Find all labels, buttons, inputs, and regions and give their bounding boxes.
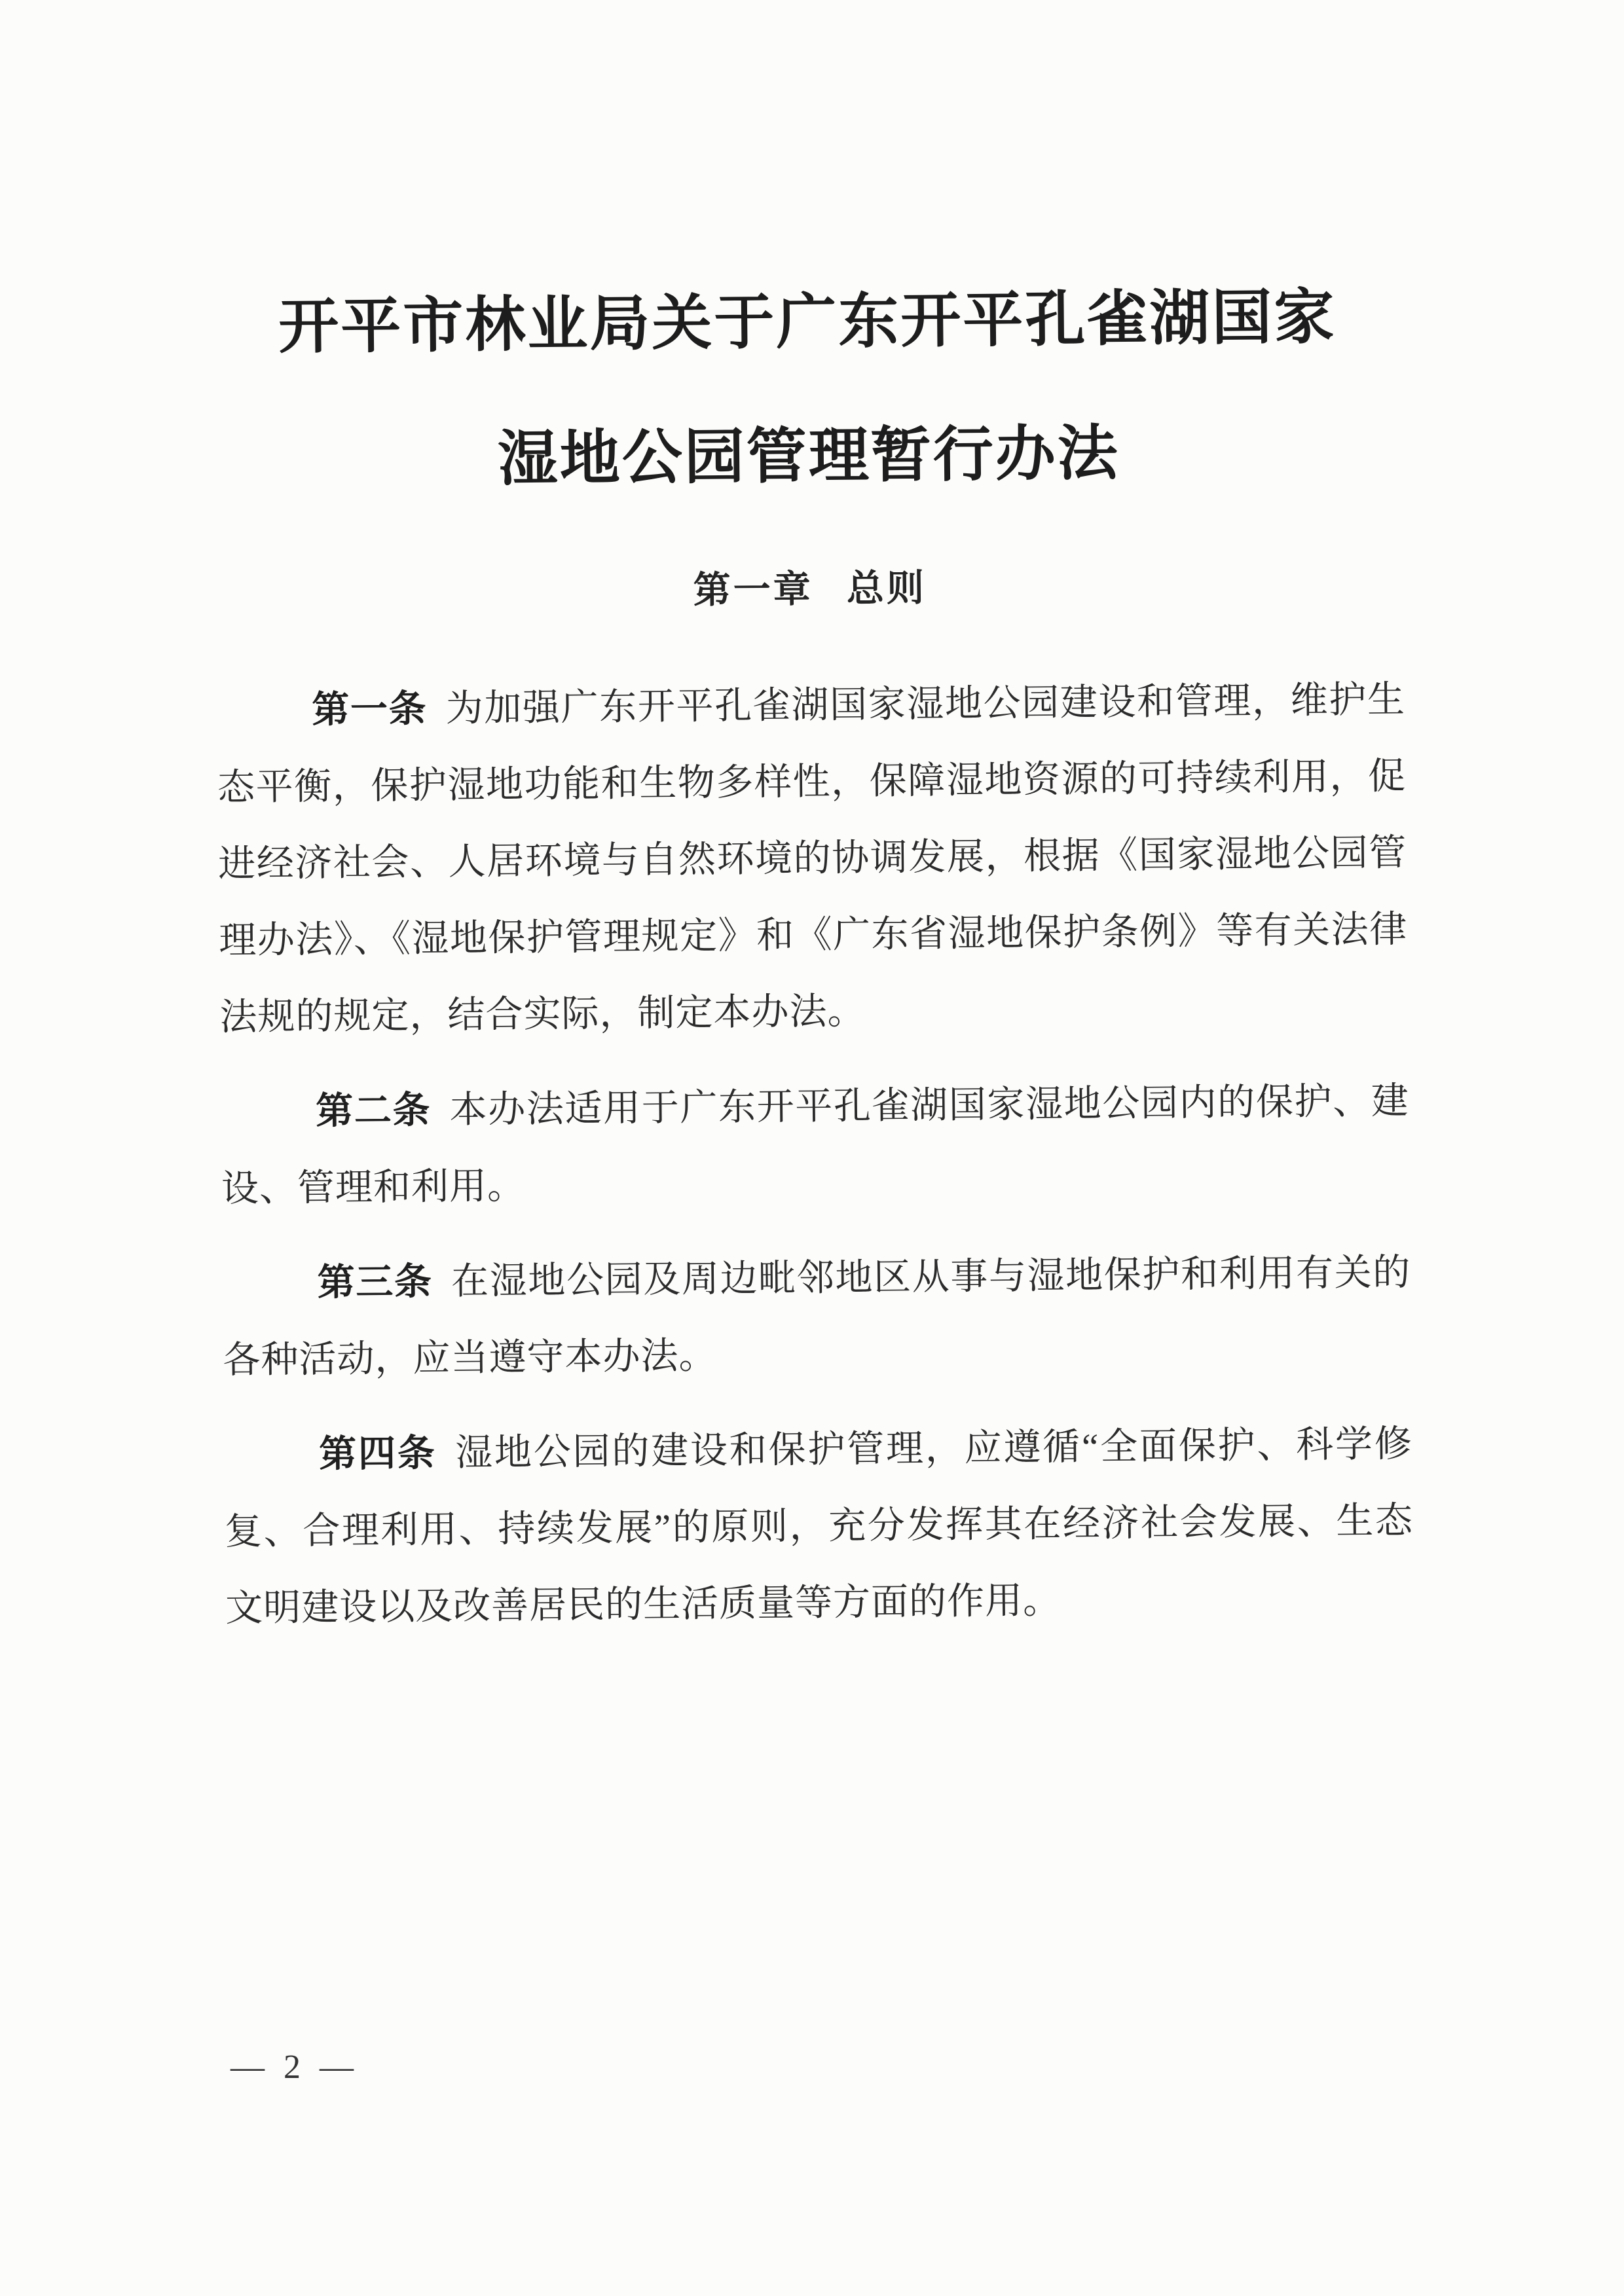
article-4-label: 第四条 — [318, 1432, 437, 1476]
article-3-text: 在湿地公园及周边毗邻地区从事与湿地保护和利用有关的各种活动，应当遵守本办法。 — [223, 1252, 1411, 1381]
article-1-text: 为加强广东开平孔雀湖国家湿地公园建设和管理，维护生态平衡，保护湿地功能和生物多样性，保障湿地资源的可持续利用，促进经济社会、人居环境与自然环境的协调发展，根据《国家湿地公园管理办法》、《湿地保护管理规定》和《广东省湿地保护条例》等有关法律法规的规定，结合实际，制定本办法。 — [217, 679, 1408, 1038]
article-paragraph-1 — [216, 661, 1409, 1055]
document-title-line-2: 湿地公园管理暂行办法 — [497, 420, 1120, 493]
article-2-label: 第二条 — [315, 1089, 432, 1133]
page-number: — 2 — — [231, 2049, 359, 2086]
article-1-label: 第一条 — [312, 687, 428, 731]
article-paragraph-2 — [220, 1063, 1410, 1227]
article-2-text: 本办法适用于广东开平孔雀湖国家湿地公园内的保护、建设、管理和利用。 — [221, 1080, 1410, 1210]
document-title-line-1: 开平市林业局关于广东开平孔雀湖国家 — [278, 283, 1337, 361]
chapter-heading: 第一章 总则 — [693, 567, 927, 612]
article-paragraph-3 — [222, 1234, 1412, 1398]
document-content — [210, 0, 1414, 1665]
article-4-text: 湿地公园的建设和保护管理，应遵循“全面保护、科学修复、合理利用、持续发展”的原则，充分发挥其在经济社会发展、生态文明建设以及改善居民的生活质量等方面的作用。 — [224, 1423, 1414, 1630]
article-paragraph-4 — [223, 1406, 1414, 1647]
article-3-label: 第三条 — [317, 1260, 433, 1304]
articles-block — [216, 661, 1414, 1647]
